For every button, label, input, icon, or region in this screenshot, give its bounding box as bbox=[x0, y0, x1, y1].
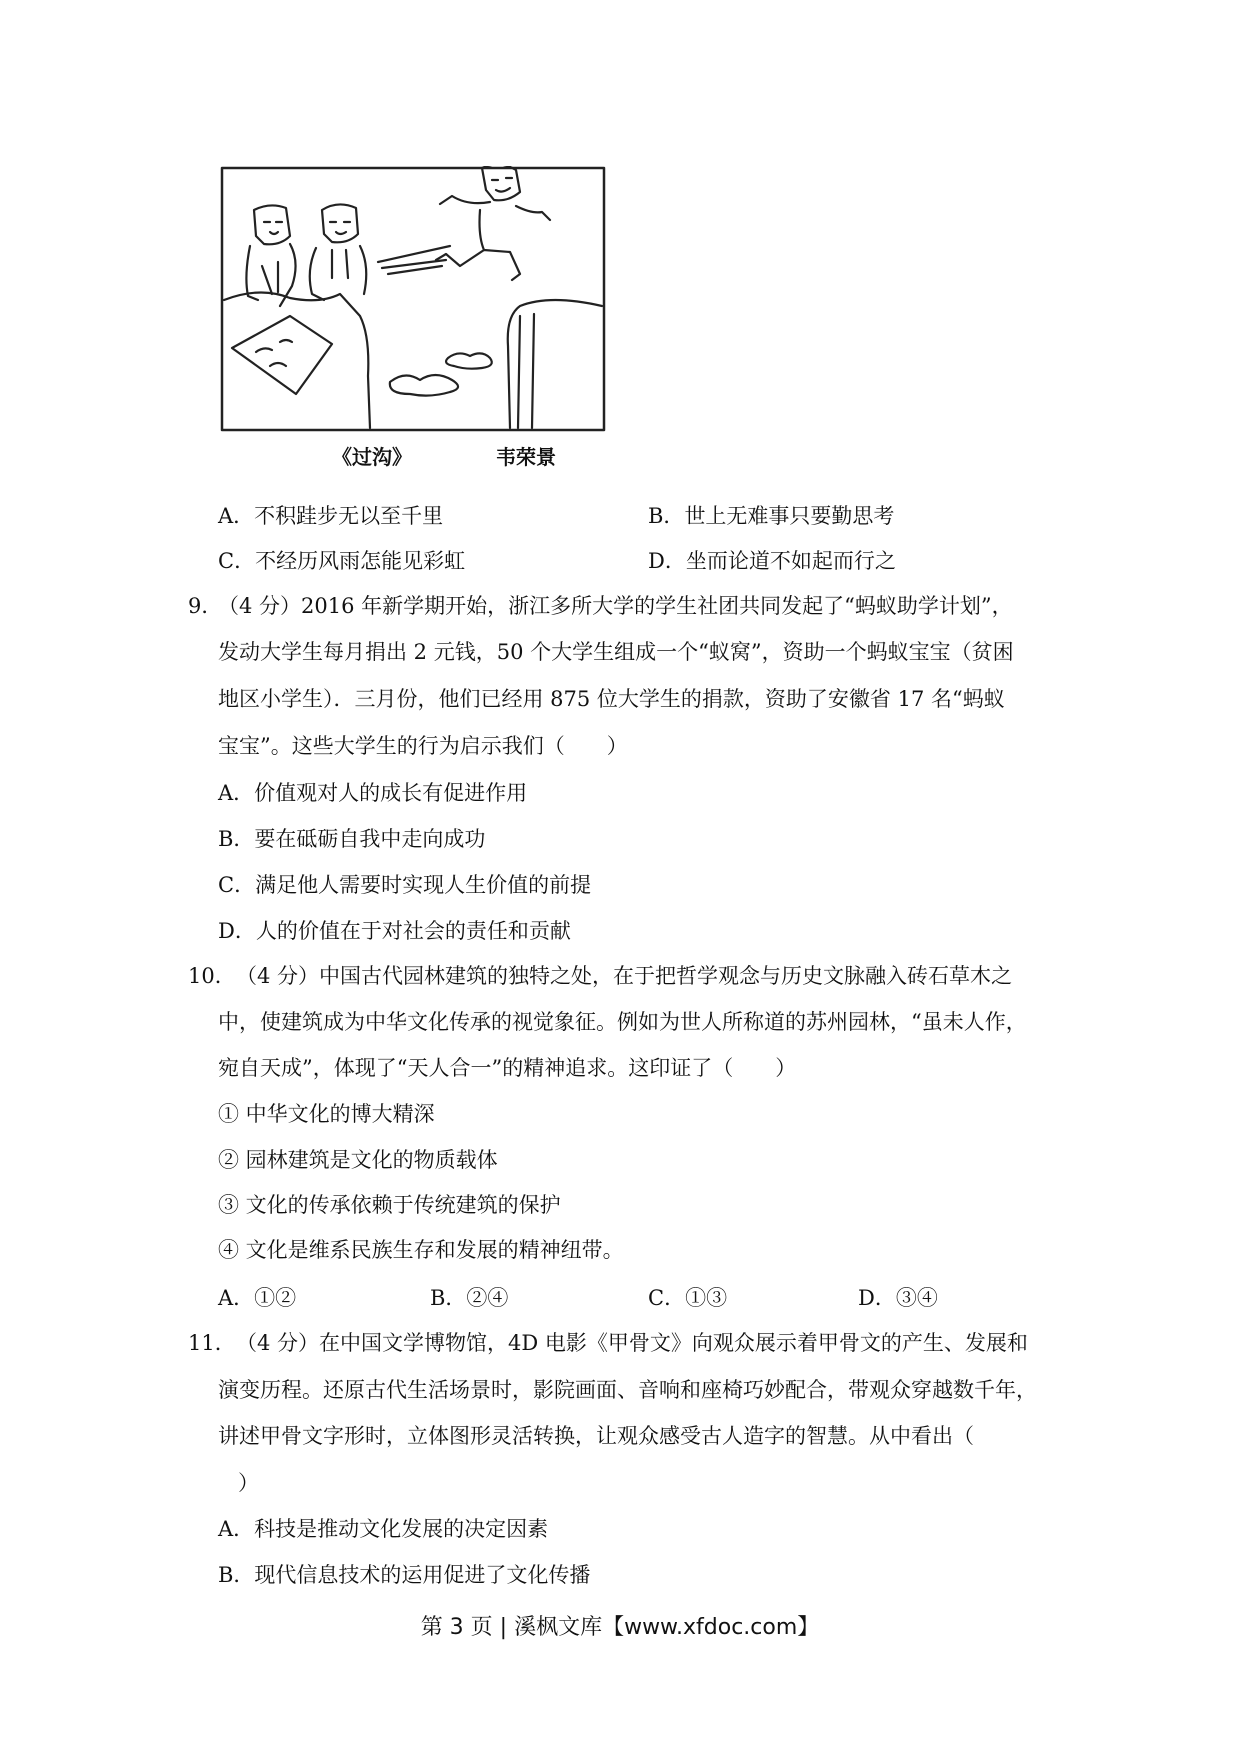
q10-option-c: C．①③ bbox=[648, 1286, 728, 1310]
q9-stem-line: （4 分）2016 年新学期开始，浙江多所大学的学生社团共同发起了“蚂蚁助学计划”， bbox=[218, 594, 1013, 618]
q10-number: 10． bbox=[188, 964, 236, 988]
q10-statement: ③ 文化的传承依赖于传统建筑的保护 bbox=[218, 1193, 561, 1217]
q10-statement: ② 园林建筑是文化的物质载体 bbox=[218, 1148, 498, 1172]
cartoon-illustration bbox=[220, 166, 610, 476]
q9-option-d: D．人的价值在于对社会的责任和贡献 bbox=[218, 919, 571, 943]
q8-option-d: D．坐而论道不如起而行之 bbox=[648, 549, 896, 573]
q11-number: 11． bbox=[188, 1331, 236, 1355]
q11-stem-line: 演变历程。还原古代生活场景时，影院画面、音响和座椅巧妙配合，带观众穿越数千年， bbox=[218, 1378, 1037, 1402]
q10-stem-line: 中，使建筑成为中华文化传承的视觉象征。例如为世人所称道的苏州园林，“虽未人作， bbox=[218, 1010, 1027, 1034]
q8-option-c: C．不经历风雨怎能见彩虹 bbox=[218, 549, 466, 573]
q10-option-d: D．③④ bbox=[858, 1286, 938, 1310]
q8-option-a: A．不积跬步无以至千里 bbox=[218, 504, 444, 528]
q11-option-a: A．科技是推动文化发展的决定因素 bbox=[218, 1517, 549, 1541]
cartoon-caption-author: 韦荣景 bbox=[496, 445, 556, 469]
q9-option-c: C．满足他人需要时实现人生价值的前提 bbox=[218, 873, 592, 897]
q9-stem-line: 发动大学生每月捐出 2 元钱，50 个大学生组成一个“蚁窝”，资助一个蚂蚁宝宝（贫困 bbox=[218, 640, 1014, 664]
q9-option-b: B．要在砥砺自我中走向成功 bbox=[218, 827, 486, 851]
q9-stem-line: 地区小学生）．三月份，他们已经用 875 位大学生的捐款，资助了安徽省 17 名“蚂蚁 bbox=[218, 687, 1005, 711]
q10-stem-line: 宛自天成”，体现了“天人合一”的精神追求。这印证了（ ） bbox=[218, 1056, 797, 1080]
page-footer: 第 3 页 | 溪枫文库【www.xfdoc.com】 bbox=[420, 1615, 820, 1640]
q11-option-b: B．现代信息技术的运用促进了文化传播 bbox=[218, 1563, 591, 1587]
q8-option-b: B．世上无难事只要勤思考 bbox=[648, 504, 895, 528]
q10-statement: ④ 文化是维系民族生存和发展的精神纽带。 bbox=[218, 1238, 624, 1262]
q11-stem-line: （4 分）在中国文学博物馆，4D 电影《甲骨文》向观众展示着甲骨文的产生、发展和 bbox=[236, 1331, 1028, 1355]
q9-option-a: A．价值观对人的成长有促进作用 bbox=[218, 781, 528, 805]
q9-stem-line: 宝宝”。这些大学生的行为启示我们（ ） bbox=[218, 734, 628, 758]
q11-stem-line: 讲述甲骨文字形时，立体图形灵活转换，让观众感受古人造字的智慧。从中看出（ bbox=[218, 1424, 974, 1448]
q10-option-b: B．②④ bbox=[430, 1286, 509, 1310]
q11-stem-line: ） bbox=[238, 1471, 259, 1495]
q10-option-a: A．①② bbox=[218, 1286, 297, 1310]
q10-stem-line: （4 分）中国古代园林建筑的独特之处，在于把哲学观念与历史文脉融入砖石草木之 bbox=[236, 964, 1013, 988]
cartoon-caption-title: 《过沟》 bbox=[332, 445, 412, 469]
q10-statement: ① 中华文化的博大精深 bbox=[218, 1102, 435, 1126]
q9-number: 9． bbox=[188, 594, 223, 618]
